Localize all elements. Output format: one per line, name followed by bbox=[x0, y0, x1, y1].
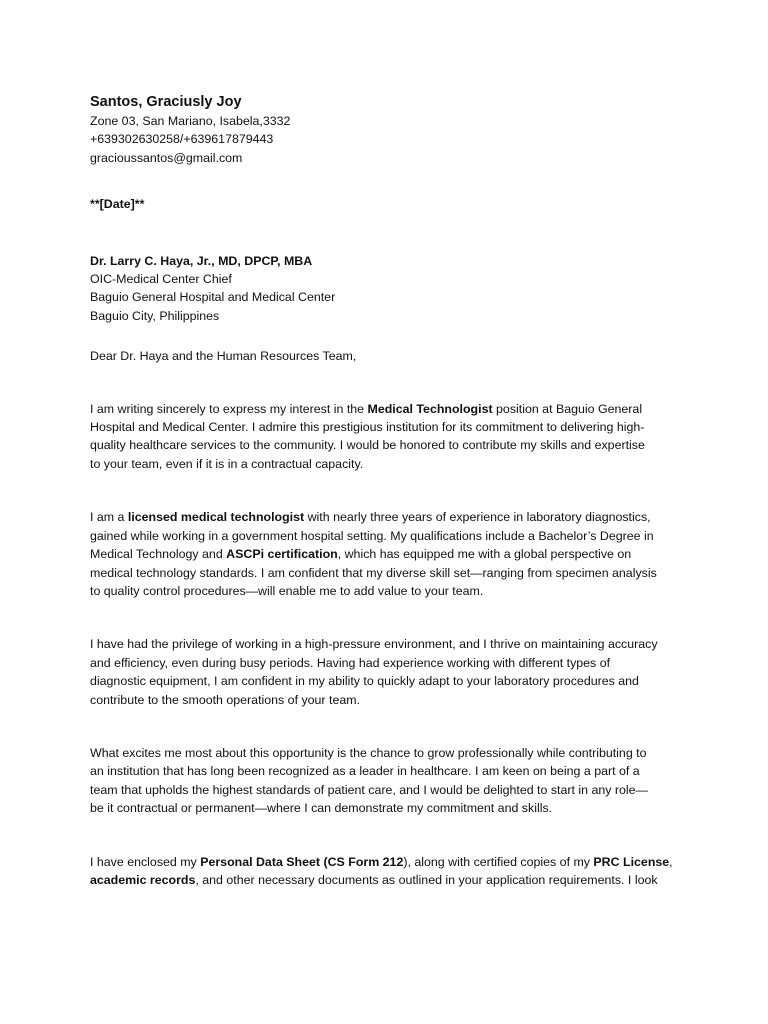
paragraph-line bbox=[90, 853, 680, 871]
paragraph-line: Hospital and Medical Center. I admire this prestigious institution for its commitment to delivering high- bbox=[90, 420, 645, 435]
sender-email: gracioussantos@gmail.com bbox=[90, 150, 243, 165]
recipient-block bbox=[90, 252, 680, 326]
paragraph-line: gained while working in a government hospital setting. My qualifications include a Bachelor’s Degree in bbox=[90, 528, 654, 543]
text-run: I am a bbox=[90, 510, 128, 525]
paragraph-line bbox=[90, 400, 680, 418]
bold-text-run: academic records bbox=[90, 872, 196, 887]
paragraph-line: team that upholds the highest standards of patient care, and I would be delighted to start in any role— bbox=[90, 782, 648, 797]
text-run: Medical Technology and bbox=[90, 547, 227, 562]
paragraph-line: What excites me most about this opportunity is the chance to grow professionally while contributing to bbox=[90, 745, 647, 760]
paragraph-line: to quality control procedures—will enable me to add value to your team. bbox=[90, 583, 484, 598]
paragraph-line bbox=[90, 545, 680, 563]
paragraph-line: medical technology standards. I am confident that my diverse skill set—ranging from specimen analysis bbox=[90, 565, 657, 580]
paragraph-line: to your team, even if it is in a contractual capacity. bbox=[90, 456, 364, 471]
paragraph-line: diagnostic equipment, I am confident in my ability to quickly adapt to your laboratory procedures and bbox=[90, 674, 639, 689]
paragraph-experience bbox=[90, 635, 680, 709]
paragraph-line: contribute to the smooth operations of your team. bbox=[90, 692, 360, 707]
recipient-location: Baguio City, Philippines bbox=[90, 308, 220, 323]
recipient-name: Dr. Larry C. Haya, Jr., MD, DPCP, MBA bbox=[90, 253, 313, 268]
paragraph-qualifications bbox=[90, 508, 680, 600]
recipient-title: OIC-Medical Center Chief bbox=[90, 272, 232, 287]
text-run: , and other necessary documents as outlined in your application requirements. I look bbox=[195, 872, 658, 887]
paragraph-line: be it contractual or permanent—where I can demonstrate my commitment and skills. bbox=[90, 801, 553, 816]
text-run: I am writing sincerely to express my interest in the bbox=[90, 401, 368, 416]
text-run: with nearly three years of experience in laboratory diagnostics, bbox=[304, 510, 651, 525]
text-run: ), along with certified copies of my bbox=[403, 854, 594, 869]
bold-text-run: licensed medical technologist bbox=[127, 510, 305, 525]
paragraph-line: an institution that has long been recognized as a leader in healthcare. I am keen on being a part of a bbox=[90, 764, 640, 779]
letter-date: **[Date]** bbox=[90, 197, 145, 212]
sender-name: Santos, Graciusly Joy bbox=[90, 94, 242, 110]
bold-text-run: ASCPi certification bbox=[226, 547, 338, 562]
paragraph-opportunity bbox=[90, 744, 680, 818]
paragraph-line: I have had the privilege of working in a high-pressure environment, and I thrive on maintaining accuracy bbox=[90, 637, 658, 652]
text-run: , which has equipped me with a global perspective on bbox=[337, 547, 632, 562]
bold-text-run: Personal Data Sheet (CS Form 212 bbox=[200, 854, 404, 869]
paragraph-line bbox=[90, 508, 680, 526]
sender-block bbox=[90, 92, 680, 167]
paragraph-line: and efficiency, even during busy periods. Having had experience working with different types of bbox=[90, 655, 611, 670]
paragraph-enclosures bbox=[90, 853, 680, 890]
paragraph-line bbox=[90, 871, 680, 889]
paragraph-line: quality healthcare services to the community. I would be honored to contribute my skills and expertise bbox=[90, 438, 645, 453]
salutation: Dear Dr. Haya and the Human Resources Team, bbox=[90, 349, 357, 364]
paragraph-interest bbox=[90, 400, 680, 474]
sender-address: Zone 03, San Mariano, Isabela,3332 bbox=[90, 114, 291, 128]
bold-text-run: Medical Technologist bbox=[367, 401, 493, 416]
text-run: position at Baguio General bbox=[492, 401, 643, 416]
sender-phone: +639302630258/+639617879443 bbox=[90, 132, 274, 147]
text-run: I have enclosed my bbox=[90, 854, 201, 869]
letter-page bbox=[90, 92, 680, 889]
recipient-organization: Baguio General Hospital and Medical Center bbox=[90, 290, 336, 305]
bold-text-run: PRC License bbox=[593, 854, 670, 869]
text-run: , bbox=[669, 854, 673, 869]
